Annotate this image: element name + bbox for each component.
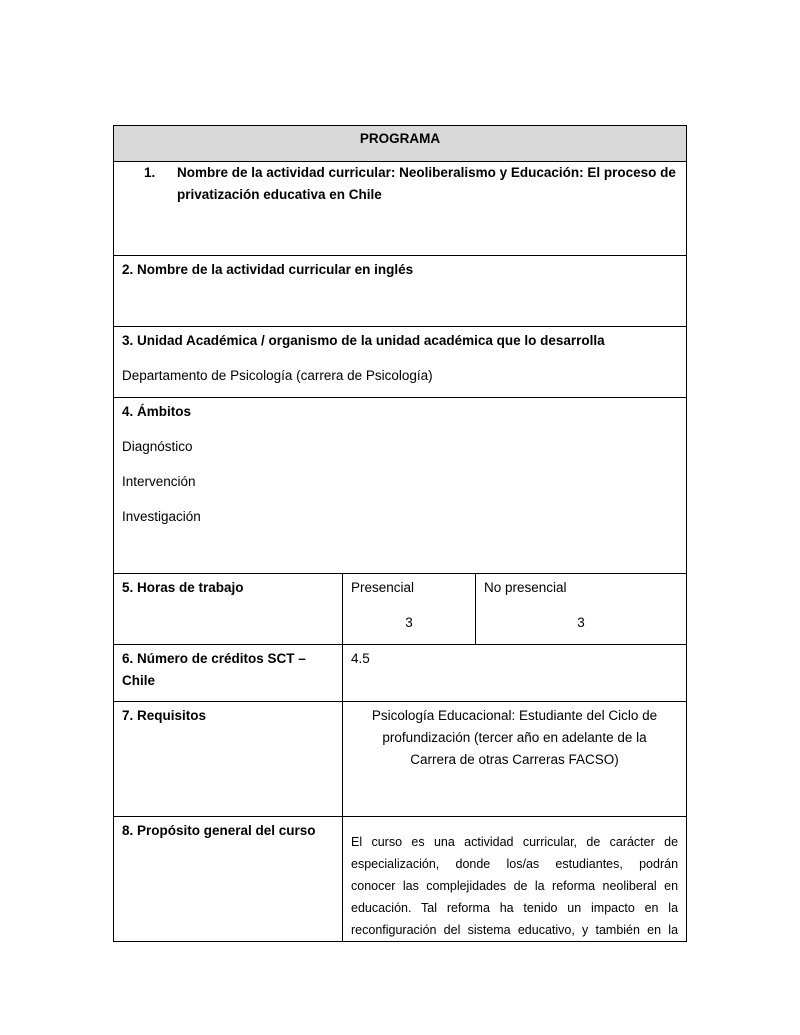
section-8-label [114, 817, 343, 942]
proposito-line: especialización, donde los/as estudiantes, podrán [351, 857, 679, 871]
proposito-line: conocer las complejidades de la reforma neoliberal en [351, 879, 679, 893]
section-6-label [114, 645, 343, 702]
section-3-heading: 3. Unidad Académica / organismo de la unidad académica que lo desarrolla [122, 333, 605, 348]
no-presencial-label: No presencial [484, 580, 567, 595]
requisitos-line: profundización (tercer año en adelante de la [382, 730, 647, 745]
presencial-cell [343, 574, 476, 645]
section-4-heading: 4. Ámbitos [122, 404, 192, 419]
section-6-heading-line-2: Chile [122, 673, 156, 688]
section-7-label [114, 702, 343, 817]
proposito-cell [343, 817, 687, 942]
ambito-item: Diagnóstico [122, 439, 193, 454]
proposito-line: reconfiguración del sistema educativo, y también en la [351, 923, 679, 937]
section-5-heading: 5. Horas de trabajo [122, 580, 244, 595]
proposito-line: educación. Tal reforma ha tenido un impacto en la [351, 901, 679, 915]
credits-value-cell [343, 645, 687, 702]
section-8-heading: 8. Propósito general del curso [122, 823, 316, 838]
programa-table [113, 125, 687, 942]
requisitos-cell [343, 702, 687, 817]
section-7-heading: 7. Requisitos [122, 708, 207, 723]
proposito-line: El curso es una actividad curricular, de carácter de [351, 835, 679, 849]
section-5-label [114, 574, 343, 645]
ambito-item: Intervención [122, 474, 196, 489]
section-1-number: 1. [144, 165, 156, 180]
presencial-value: 3 [405, 615, 413, 630]
section-4-ambitos [114, 398, 687, 574]
section-6-heading-line-1: 6. Número de créditos SCT – [122, 651, 306, 666]
no-presencial-value: 3 [577, 615, 585, 630]
requisitos-line: Carrera de otras Carreras FACSO) [410, 752, 619, 767]
ambito-item: Investigación [122, 509, 201, 524]
no-presencial-cell [476, 574, 687, 645]
requisitos-line: Psicología Educacional: Estudiante del Ciclo de [371, 708, 658, 723]
presencial-label: Presencial [351, 580, 415, 595]
section-3-value: Departamento de Psicología (carrera de Psicología) [122, 368, 433, 383]
credits-value: 4.5 [351, 651, 370, 666]
section-2-english-name [114, 256, 687, 327]
section-1-activity-name [114, 162, 687, 256]
section-1-line-1: Nombre de la actividad curricular: Neoliberalismo y Educación: El proceso de [177, 165, 676, 180]
section-2-heading: 2. Nombre de la actividad curricular en inglés [122, 262, 414, 277]
programa-title: PROGRAMA [114, 126, 687, 162]
section-3-academic-unit [114, 327, 687, 398]
section-1-line-2: privatización educativa en Chile [177, 187, 382, 202]
